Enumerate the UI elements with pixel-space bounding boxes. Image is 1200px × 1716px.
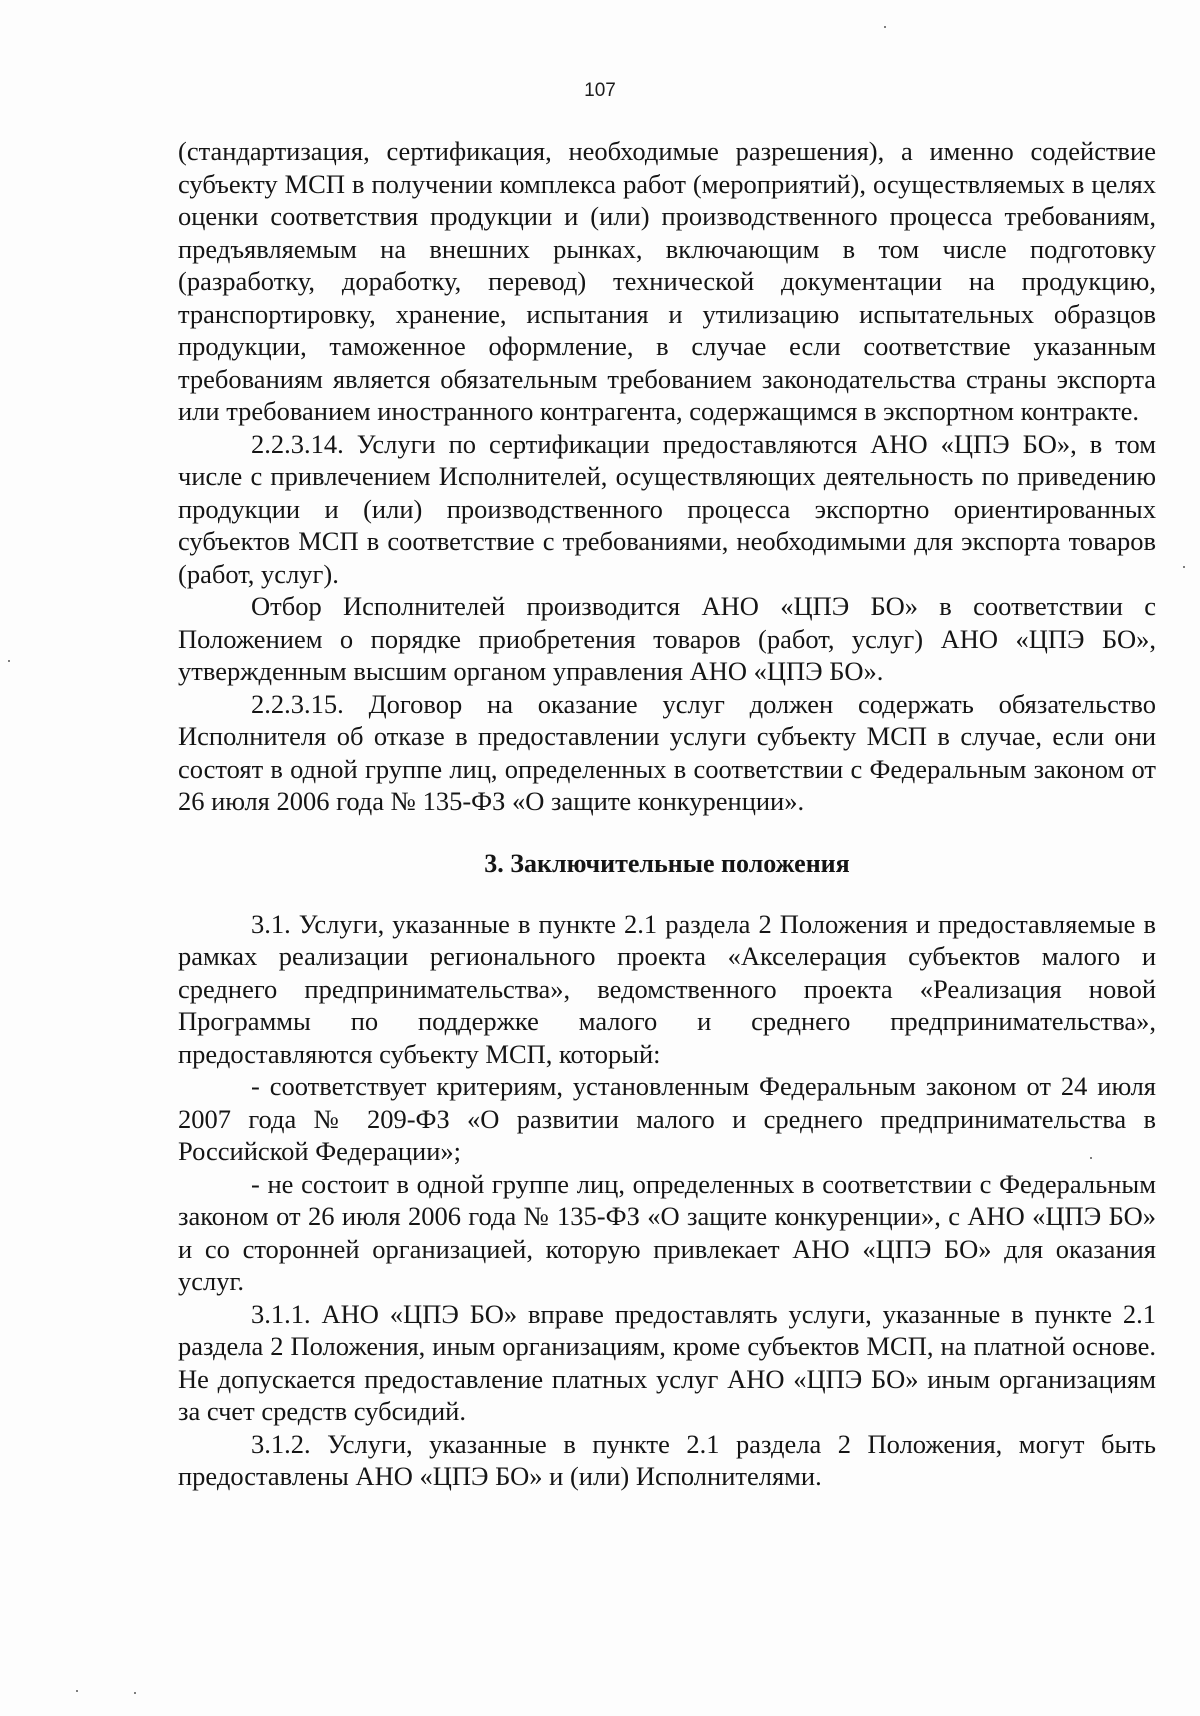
section-heading: 3. Заключительные положения (484, 848, 850, 878)
paragraph-contractor-selection: Отбор Исполнителей производится АНО «ЦПЭ БО» в соответствии с Положением о порядке приобретения товаров (работ, услуг) АНО «ЦПЭ БО», утвержденным высшим органом управления АНО «ЦПЭ БО». (178, 591, 1156, 686)
scan-speck (76, 1690, 78, 1692)
scan-speck (1183, 566, 1185, 568)
paragraph-3-1-1: 3.1.1. АНО «ЦПЭ БО» вправе предоставлять услуги, указанные в пункте 2.1 раздела 2 Положения, иным организациям, кроме субъектов МСП, на платной основе. Не допускается предоставление платных услуг АНО «ЦПЭ БО» иным организациям за счет средств субсидий. (178, 1298, 1156, 1426)
scan-speck (134, 1692, 136, 1694)
paragraph-export-certification-continuation: (стандартизация, сертификация, необходимые разрешения), а именно содействие субъекту МСП в получении комплекса работ (мероприятий), осуществляемых в целях оценки соответствия продукции и (или) производственного процесса требованиям, предъявляемым на внешних рынках, включающим в том числе подготовку (разработку, доработку, перевод) технической документации на продукцию, транспортировку, хранение, испытания и утилизацию испытательных образцов продукции, таможенное оформление, в случае если соответствие указанным требованиям является обязательным требованием законодательства страны экспорта или требованием иностранного контрагента, содержащимся в экспортном контракте. (178, 136, 1156, 426)
list-item-criteria: - соответствует критериям, установленным Федеральным законом от 24 июля 2007 года № 209-ФЗ «О развитии малого и среднего предпринимательства в Российской Федерации»; (178, 1071, 1156, 1166)
list-item-group-of-persons: - не состоит в одной группе лиц, определенных в соответствии с Федеральным законом от 26 июля 2006 года № 135-ФЗ «О защите конкуренции», с АНО «ЦПЭ БО» и со сторонней организацией, которую привлекает АНО «ЦПЭ БО» для оказания услуг. (178, 1168, 1156, 1296)
scan-speck (8, 660, 10, 662)
paragraph-3-1: 3.1. Услуги, указанные в пункте 2.1 раздела 2 Положения и предоставляемые в рамках реализации регионального проекта «Акселерация субъектов малого и среднего предпринимательства», ведомственного проекта «Реализация новой Программы по поддержке малого и среднего предпринимательства», предоставляются субъекту МСП, который: (178, 908, 1156, 1069)
paragraph-2-2-3-14: 2.2.3.14. Услуги по сертификации предоставляются АНО «ЦПЭ БО», в том числе с привлечением Исполнителей, осуществляющих деятельность по приведению продукции и (или) производственного процесса экспортно ориентированных субъектов МСП в соответствие с требованиями, необходимыми для экспорта товаров (работ, услуг). (178, 428, 1156, 589)
paragraph-2-2-3-15: 2.2.3.15. Договор на оказание услуг должен содержать обязательство Исполнителя об отказе в предоставлении услуги субъекту МСП в случае, если они состоят в одной группе лиц, определенных в соответствии с Федеральным законом от 26 июля 2006 года № 135-ФЗ «О защите конкуренции». (178, 688, 1156, 816)
scan-speck (884, 26, 886, 28)
scan-speck (1090, 1157, 1092, 1159)
paragraph-3-1-2: 3.1.2. Услуги, указанные в пункте 2.1 раздела 2 Положения, могут быть предоставлены АНО «ЦПЭ БО» и (или) Исполнителями. (178, 1428, 1156, 1491)
page-number: 107 (584, 80, 616, 101)
document-body (178, 135, 1156, 1493)
